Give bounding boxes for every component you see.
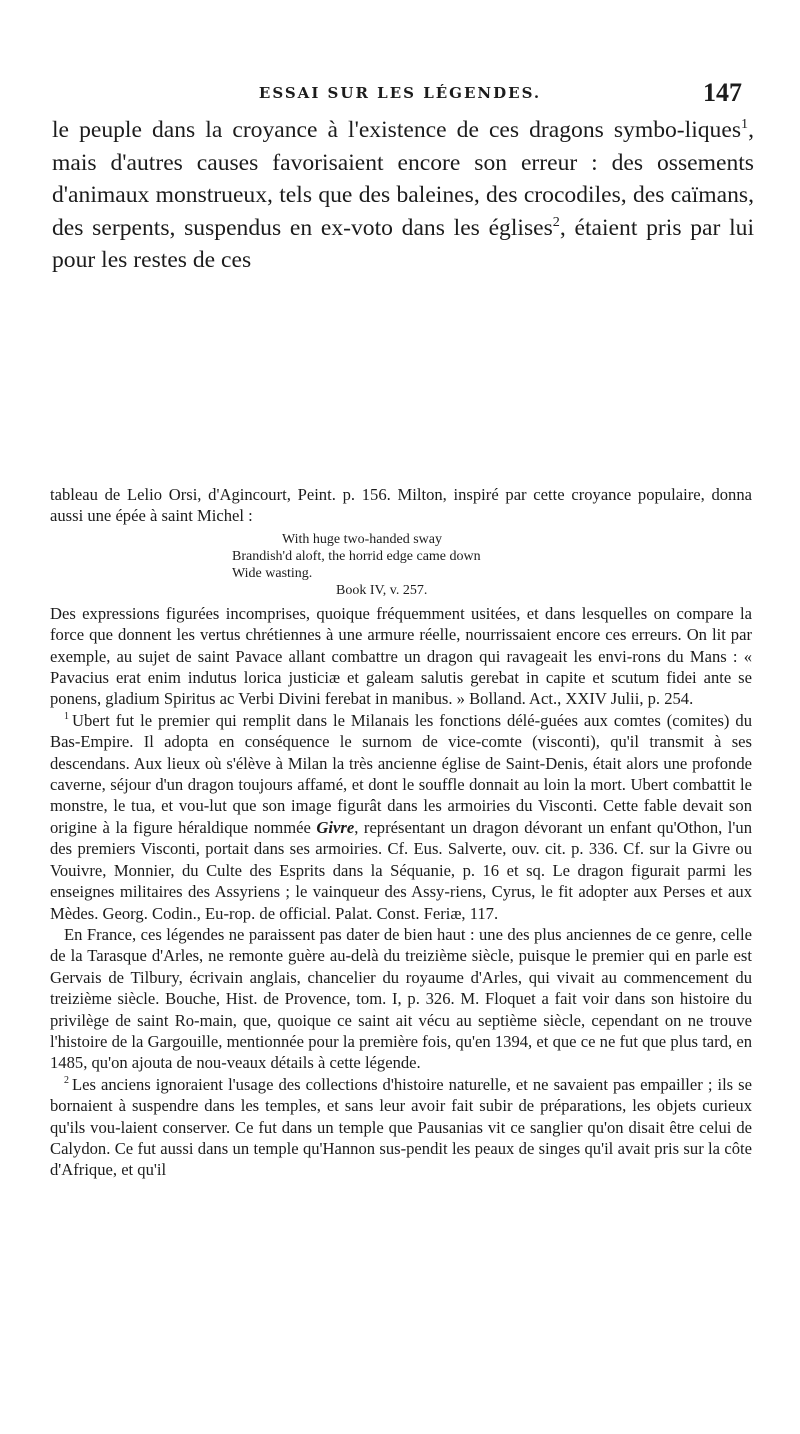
footnote-1-text-b: , représentant un dragon dévorant un enfant qu'Othon, l'un des premiers Visconti, portait dans ses armoiries. Cf. Eus. Salverte, ouv. cit. p. 336. Cf. sur la Givre ou Vouivre, Monnier, du Culte des Esprits dans la Séquanie, p. 16 et sq. Le dragon figurait parmi les enseignes militaires des Assyriens ; le vainqueur des Assy-riens, Cyrus, le fit adopter aux Perses et aux Mèdes. Georg. Codin., Eu-rop. de official. Palat. Const. Feriæ, 117. [50, 817, 753, 923]
footnotes [50, 484, 752, 1181]
footnote-2 [50, 1074, 752, 1181]
footnote-2-text: Les anciens ignoraient l'usage des collections d'histoire naturelle, et ne savaient pas empailler ; ils se bornaient à suspendre dans les temples, et sans leur avoir fait subir de préparations, les objets curieux qu'ils vou-laient conserver. Ce fut dans un temple que Pausanias vit ce sanglier qu'on disait être celui de Calydon. Ce fut aussi dans un temple qu'Hannon sus-pendit les peaux de singes qu'il avait pris sur la côte d'Afrique, et qu'il [50, 1074, 752, 1180]
verse-line: Brandish'd aloft, the horrid edge came down [232, 548, 481, 564]
footnote-1-givre: Givre [316, 817, 355, 837]
footnote-1-text-a: Ubert fut le premier qui remplit dans le Milanais les fonctions délé-guées aux comtes (comites) du Bas-Empire. Il adopta en conséquence le surnom de vice-comte (visconti), qu'il transmit à ses descendans. Aux lieux où s'élève à Milan la très ancienne église de Saint-Denis, était alors une profonde caverne, séjour d'un dragon toujours affamé, et dont le souffle donnait au loin la mort. Ubert combattit le monstre, le tua, et vou-lut que son image figurât dans les armoiries du Visconti. Cette fable devait son origine à la figure héraldique nommée [50, 710, 752, 837]
footnote-ref-1: 1 [741, 116, 749, 133]
footnote-2-mark: 2 [64, 1075, 69, 1087]
page-number: 147 [703, 78, 742, 107]
footnote-1-mark: 1 [64, 711, 69, 723]
verse-reference: Book IV, v. 257. [336, 582, 428, 598]
verse-line: With huge two-handed sway [282, 531, 443, 547]
footnote-ref-2: 2 [552, 213, 560, 230]
page-header [0, 78, 800, 112]
running-title: ESSAI SUR LES LÉGENDES. [258, 84, 542, 102]
footnote-1-france: En France, ces légendes ne paraissent pas dater de bien haut : une des plus anciennes de ce genre, celle de la Tarasque d'Arles, ne remonte guère au-delà du treizième siècle, puisque le premier qui en parle est Gervais de Tilbury, écrivain anglais, chancelier du royaume d'Arles, qui vivait au commencement du treizième siècle. Bouche, Hist. de Provence, tom. I, p. 326. M. Floquet a fait voir dans son histoire du privilège de saint Ro-main, que, quoique ce saint ait vécu au septième siècle, cependant on ne trouve l'histoire de la Gargouille, mentionnée pour la première fois, qu'en 1394, et que ce ne fut que plus tard, en 1485, qu'on ajouta de nou-veaux détails à cette légende. [50, 924, 752, 1073]
footnote-continuation: tableau de Lelio Orsi, d'Agincourt, Peint. p. 156. Milton, inspiré par cette croyance populaire, donna aussi une épée à saint Michel : [50, 485, 752, 526]
main-text-part-3: , étaient pris par lui pour les restes de ces [52, 214, 754, 273]
footnote-paragraph-expressions: Des expressions figurées incomprises, quoique fréquemment usitées, et dans lesquelles on compare la force que donnent les vertus chrétiennes à une armure réelle, nourrissaient encore ces erreurs. On lit par exemple, au sujet de saint Pavace allant combattre un dragon qui ravageait les envi-rons du Mans : « Pavacius erat enim indutus lorica justiciæ et galeam salutis gerebat in capite et scutum fidei ante se ponens, gladium Spiritus ac Verbi Divini ferebat in manibus. » Bolland. Act., XXIV Julii, p. 254. [50, 603, 752, 709]
verse-line: Wide wasting. [232, 565, 313, 581]
milton-quote [232, 531, 752, 599]
footnote-1 [50, 710, 752, 924]
main-text [52, 114, 754, 277]
main-text-part-2: , mais d'autres causes favorisaient encore son erreur : des ossements d'animaux monstrueux, tels que des baleines, des crocodiles, des caïmans, des serpents, suspendus en ex-voto dans les églises [52, 117, 754, 241]
main-text-part-1: le peuple dans la croyance à l'existence de ces dragons symbo-liques [52, 117, 742, 143]
